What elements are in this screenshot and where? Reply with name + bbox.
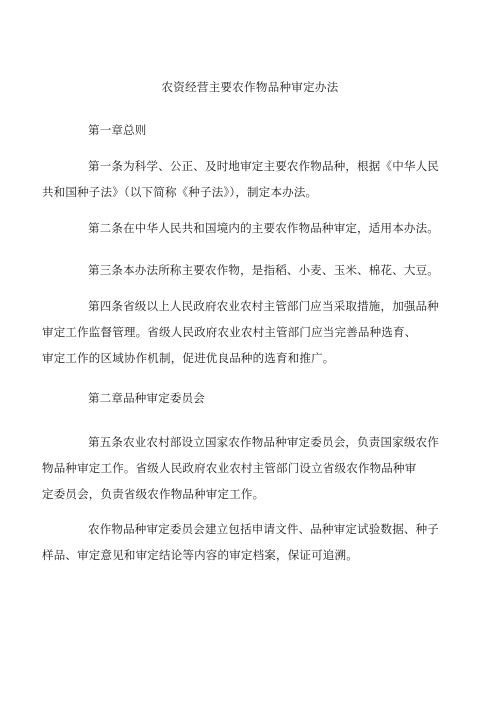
article-2-text: 第二条在中华人民共和国境内的主要农作物品种审定，适用本办法。 xyxy=(88,221,439,235)
document-title: 农资经营主要农作物品种审定办法 xyxy=(161,80,339,94)
article-4-line-3: 审定工作的区域协作机制，促进优良品种的选育和推广。 xyxy=(42,351,335,365)
chapter-1-text: 第一章总则 xyxy=(88,123,147,137)
article-5 xyxy=(42,434,439,512)
article-6 xyxy=(42,521,439,573)
article-6-line-2: 样品、审定意见和审定结论等内容的审定档案，保证可追溯。 xyxy=(42,548,358,562)
article-4-line-2: 审定工作监督管理。省级人民政府农业农村主管部门应当完善品种选育、 xyxy=(42,325,417,339)
article-5-line-3: 定委员会，负责省级农作物品种审定工作。 xyxy=(42,487,265,501)
article-4 xyxy=(42,298,439,376)
article-6-line-1: 农作物品种审定委员会建立包括申请文件、品种审定试验数据、种子 xyxy=(88,522,439,536)
article-5-line-2: 物品种审定工作。省级人民政府农业农村主管部门设立省级农作物品种审 xyxy=(42,461,417,475)
chapter-2-text: 第二章品种审定委员会 xyxy=(88,391,205,405)
article-1-line-1: 第一条为科学、公正、及时地审定主要农作物品种，根据《中华人民 xyxy=(88,159,439,173)
article-1-line-2: 共和国种子法》（以下简称《种子法》），制定本办法。 xyxy=(42,185,318,199)
article-1 xyxy=(42,158,439,210)
chapter-heading-1 xyxy=(88,122,438,148)
article-3 xyxy=(88,262,438,288)
article-3-text: 第三条本办法所称主要农作物，是指稻、小麦、玉米、棉花、大豆。 xyxy=(88,263,439,277)
article-2 xyxy=(88,220,438,246)
article-4-line-1: 第四条省级以上人民政府农业农村主管部门应当采取措施，加强品种 xyxy=(88,299,439,313)
chapter-heading-2 xyxy=(88,390,438,416)
article-5-line-1: 第五条农业农村部设立国家农作物品种审定委员会，负责国家级农作 xyxy=(88,435,439,449)
